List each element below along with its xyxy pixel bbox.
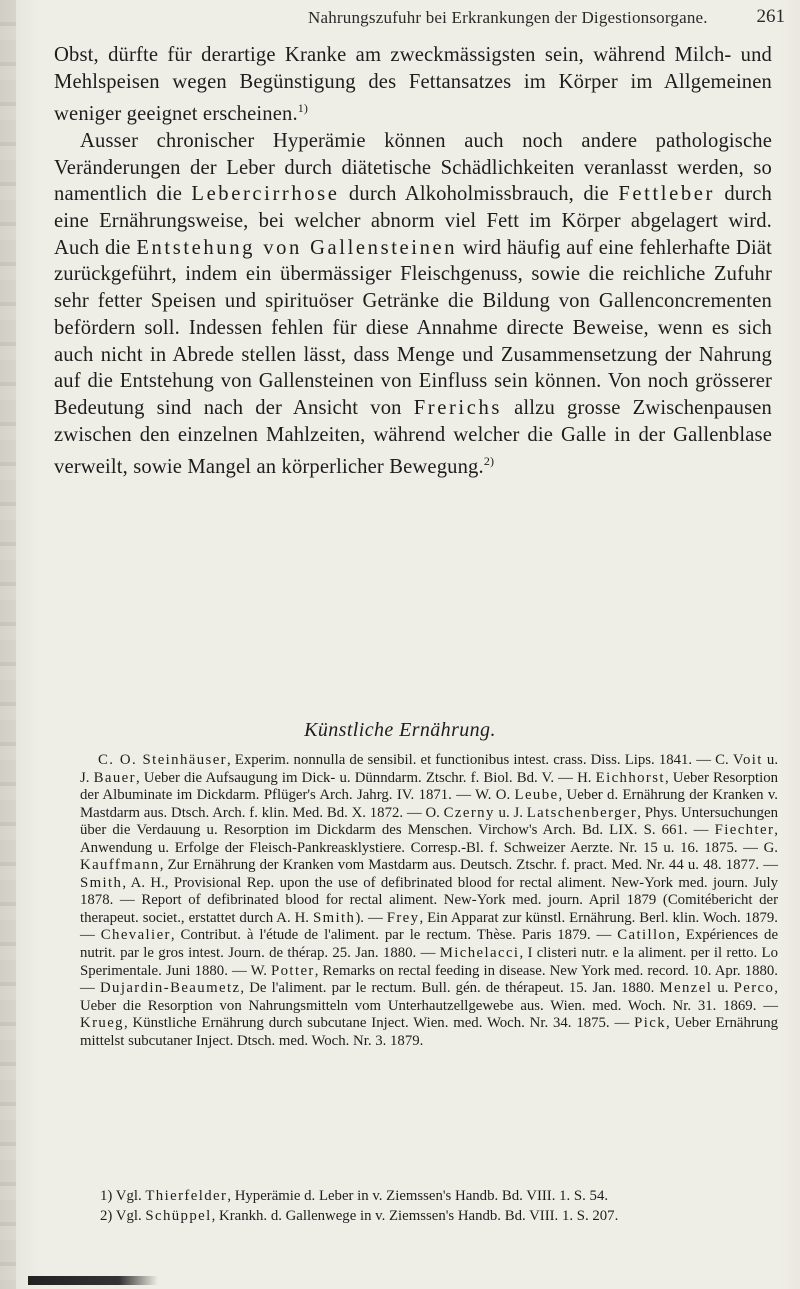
term-fettleber: Fettleber — [618, 183, 715, 206]
bibliography — [80, 752, 778, 1050]
main-text — [54, 42, 772, 481]
page-header — [70, 6, 785, 32]
paragraph-fruit: Obst, dürfte für derartige Kranke am zweckmässigsten sein, während Milch- und Mehlspeisen wegen Begünstigung des Fettansatzes im Körper im Allgemeinen weniger geeignet erscheinen.$^{1)}$ — [54, 44, 772, 126]
section-title: Künstliche Ernährung. — [304, 719, 496, 741]
footnote-author: Schüppel — [145, 1207, 212, 1224]
term-gallensteine: Entstehung von Gallensteinen — [136, 236, 458, 259]
page-number: 261 — [756, 6, 785, 27]
term-lebercirrhose: Lebercirrhose — [191, 183, 340, 206]
page-binding-edge — [0, 0, 16, 1289]
footnote-ref-2: 2) — [483, 454, 495, 469]
footnotes — [80, 1187, 778, 1226]
author-frerichs: Frerichs — [413, 397, 503, 419]
footnote-1: 1) Vgl. Thierfelder, Hyperämie d. Leber in v. Ziemssen's Handb. Bd. VIII. 1. S. 54. — [100, 1188, 609, 1204]
paragraph-liver: Ausser chronischer Hyperämie können auch noch andere pathologische Veränderungen der Leber durch diätetische Schädlichkeiten veranlasst werden, so namentlich die Lebercirrhose durch Alkoholmissbrauch, die Fettleber durch eine Ernährungsweise, bei welcher abnorm viel Fett im Körper abgelagert wird. Auch die Entstehung von Gallensteinen wird häufig auf eine fehlerhafte Diät zurückgeführt, indem ein übermässiger Fleischgenuss, sowie die reichliche Zufuhr sehr fetter Speisen und spirituöser Getränke die Bildung von Gallenconcrementen befördern soll. Indessen fehlen für diese Annahme directe Beweise, wenn es sich auch nicht in Abrede stellen lässt, dass Menge und Zusammensetzung der Nahrung auf die Entstehung von Gallensteinen von Einfluss sein können. Von noch grösserer Bedeutung sind nach der Ansicht von Frerichs allzu grosse Zwischenpausen zwischen den einzelnen Mahlzeiten, während welcher die Galle in der Gallenblase verweilt, sowie Mangel an körperlicher Bewegung.$^{2)}$ — [54, 129, 772, 479]
footnote-author: Thierfelder — [145, 1188, 228, 1204]
scan-edge-mark — [28, 1276, 158, 1285]
running-title: Nahrungszufuhr bei Erkrankungen der Digestionsorgane. — [308, 8, 708, 27]
bibliography-text: C. O. Steinhäuser, Experim. nonnulla de sensibil. et functionibus intest. crass. Diss. Lips. 1841. — C. Voit u. J. Bauer, Ueber die Aufsaugung im Dick- u. Dünndarm. Ztschr. f. Biol. Bd. V. — H. Eichhorst, Ueber Resorption der Albuminate im Dickdarm. Pflüger's Arch. Jahrg. IV. 1871. — W. O. Leube, Ueber d. Ernährung der Kranken v. Mastdarm aus. Dtsch. Arch. f. klin. Med. Bd. X. 1872. — O. Czerny u. J. Latschenberger, Phys. Untersuchungen über die Verdauung u. Resorption im Dickdarm des Menschen. Virchow's Arch. Bd. LIX. S. 661. — Fiechter, Anwendung u. Erfolge der Fleisch-Pankreasklystiere. Corresp.-Bl. f. Schweizer Aerzte. Nr. 15 u. 16. 1875. — G. Kauffmann, Zur Ernährung der Kranken vom Mastdarm aus. Deutsch. Ztschr. f. pract. Med. Nr. 44 u. 48. 1877. — Smith, A. H., Provisional Rep. upon the use of defibrinated blood for rectal aliment. New-York med. journ. July 1878. — Report of defibrinated blood for rectal aliment. New-York med. journ. April 1879 (Comitébericht der therapeut. societ., erstattet durch A. H. Smith). — Frey, Ein Apparat zur künstl. Ernährung. Berl. klin. Woch. 1879. — Chevalier, Contribut. à l'étude de l'aliment. par le rectum. Thèse. Paris 1879. — Catillon, Expériences de nutrit. par le gros intest. Journ. de thérap. 25. Jan. 1880. — Michelacci, I clisteri nutr. e la aliment. per il retto. Lo Sperimentale. Juni 1880. — W. Potter, Remarks on rectal feeding in disease. New York med. record. 10. Apr. 1880. — Dujardin-Beaumetz, De l'aliment. par le rectum. Bull. gén. de thérapeut. 15. Jan. 1880. Menzel u. Perco, Ueber die Resorption von Nahrungsmitteln vom Unterhautzellgewebe aus. Wien. med. Woch. Nr. 31. 1869. — Krueg, Künstliche Ernährung durch subcutane Inject. Wien. med. Woch. Nr. 34. 1875. — Pick, Ueber Ernährung mittelst subcutaner Inject. Dtsch. med. Woch. Nr. 3. 1879. — [80, 752, 779, 1049]
footnote-2: 2) Vgl. Schüppel, Krankh. d. Gallenwege in v. Ziemssen's Handb. Bd. VIII. 1. S. 207. — [100, 1207, 619, 1224]
footnote-ref-1: 1) — [297, 101, 309, 116]
